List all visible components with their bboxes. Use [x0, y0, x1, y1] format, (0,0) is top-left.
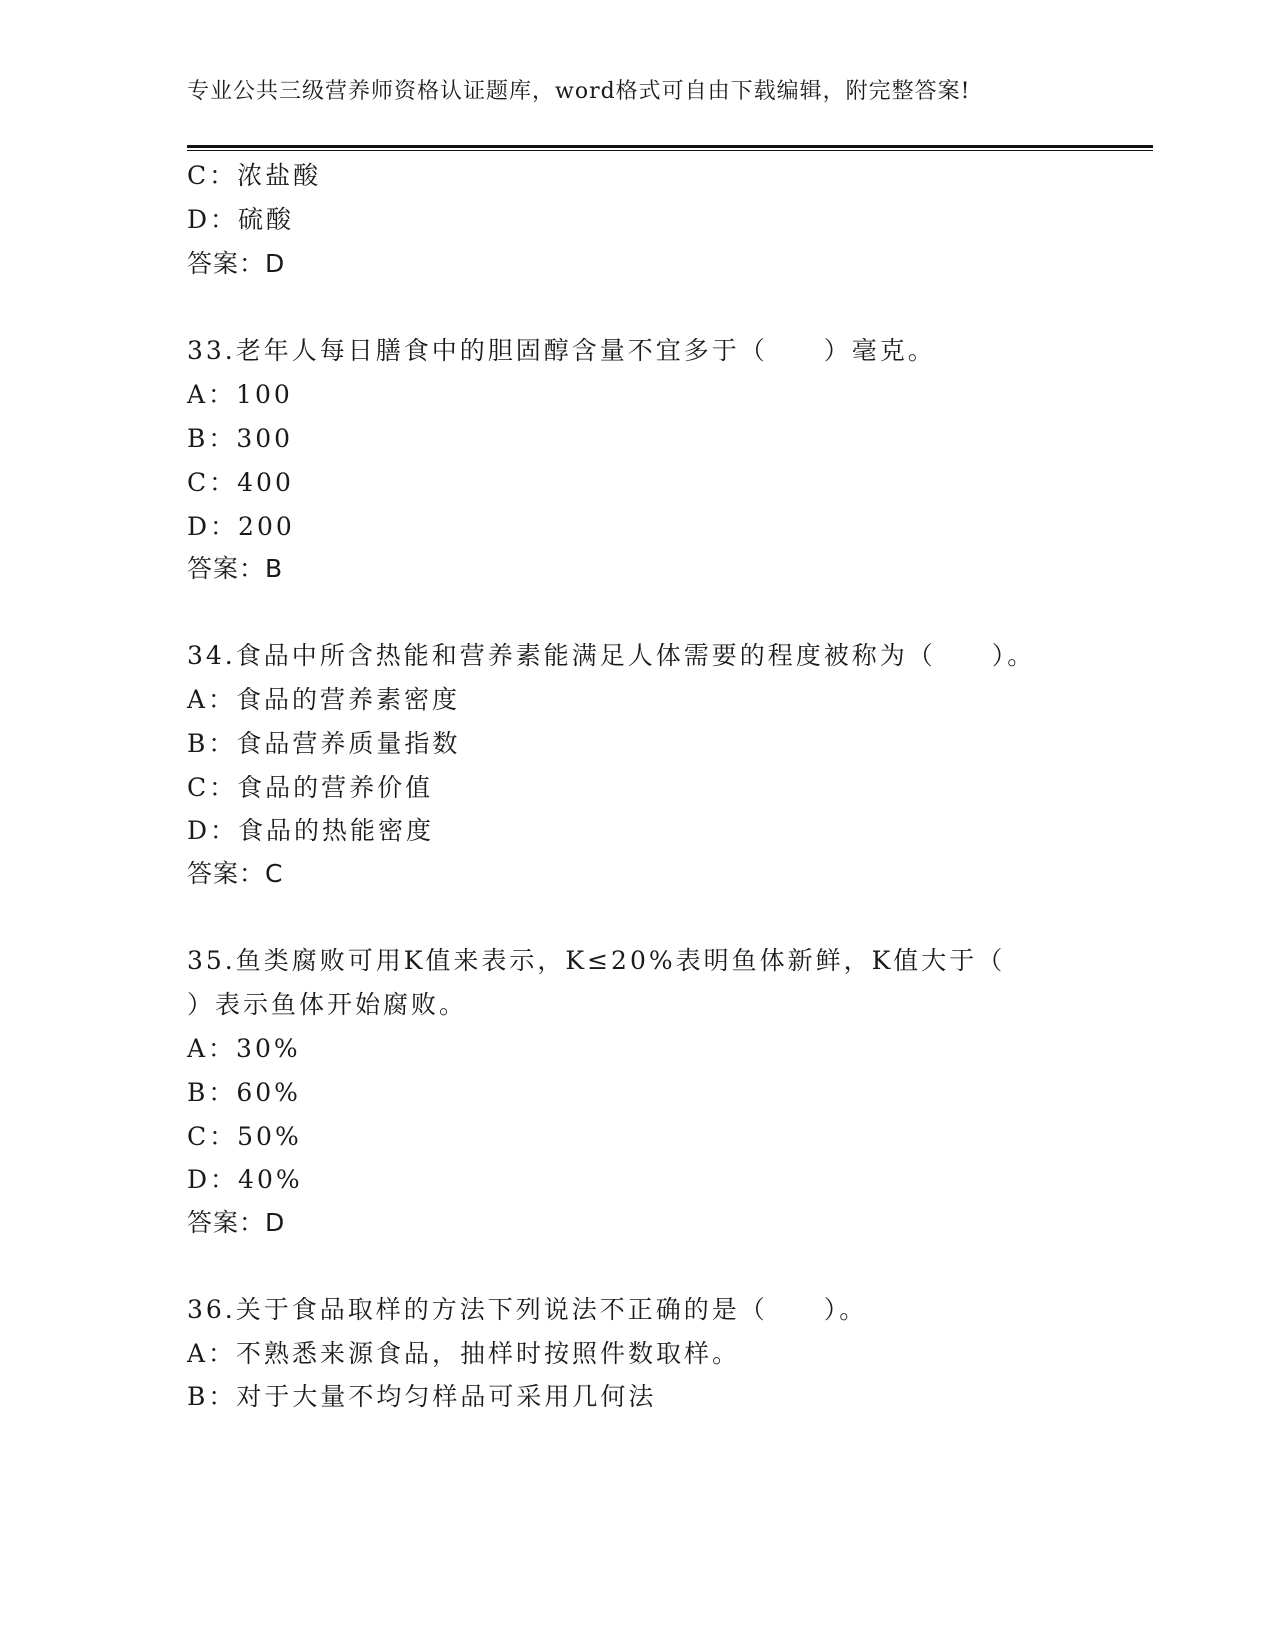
q35-stem-line1: 35.鱼类腐败可用K值来表示，K≤20%表明鱼体新鲜，K值大于（ [187, 946, 1006, 975]
q33-option-a: A：100 [187, 380, 293, 409]
header-rule-thick [187, 145, 1153, 148]
header-rule-thin [187, 150, 1153, 151]
q34-answer: 答案：C [187, 859, 284, 888]
q35-option-b: B：60% [187, 1078, 301, 1107]
q34-option-a: A：食品的营养素密度 [187, 685, 461, 714]
q33-option-b: B：300 [187, 424, 294, 453]
q35-option-d: D：40% [187, 1165, 303, 1194]
q36-option-b: B：对于大量不均匀样品可采用几何法 [187, 1382, 657, 1411]
q33-option-d: D：200 [187, 512, 295, 541]
q35-option-a: A：30% [187, 1034, 301, 1063]
q35-stem-line2: ）表示鱼体开始腐败。 [187, 990, 468, 1019]
q34-option-b: B：食品营养质量指数 [187, 729, 461, 758]
q32-option-c: C：浓盐酸 [187, 161, 322, 190]
q33-stem: 33.老年人每日膳食中的胆固醇含量不宜多于（ ）毫克。 [187, 336, 936, 365]
q35-option-c: C：50% [187, 1122, 302, 1151]
page-header: 专业公共三级营养师资格认证题库，word格式可自由下载编辑，附完整答案! [187, 79, 971, 104]
q34-stem: 34.食品中所含热能和营养素能满足人体需要的程度被称为（ ）。 [187, 641, 1036, 670]
q34-option-d: D：食品的热能密度 [187, 816, 435, 845]
q36-option-a: A：不熟悉来源食品，抽样时按照件数取样。 [187, 1339, 741, 1368]
q33-answer: 答案：B [187, 554, 284, 583]
q34-option-c: C：食品的营养价值 [187, 773, 434, 802]
q32-option-d: D：硫酸 [187, 205, 295, 234]
q36-stem: 36.关于食品取样的方法下列说法不正确的是（ ）。 [187, 1295, 868, 1324]
q32-answer: 答案：D [187, 249, 286, 278]
q35-answer: 答案：D [187, 1208, 286, 1237]
q33-option-c: C：400 [187, 468, 294, 497]
